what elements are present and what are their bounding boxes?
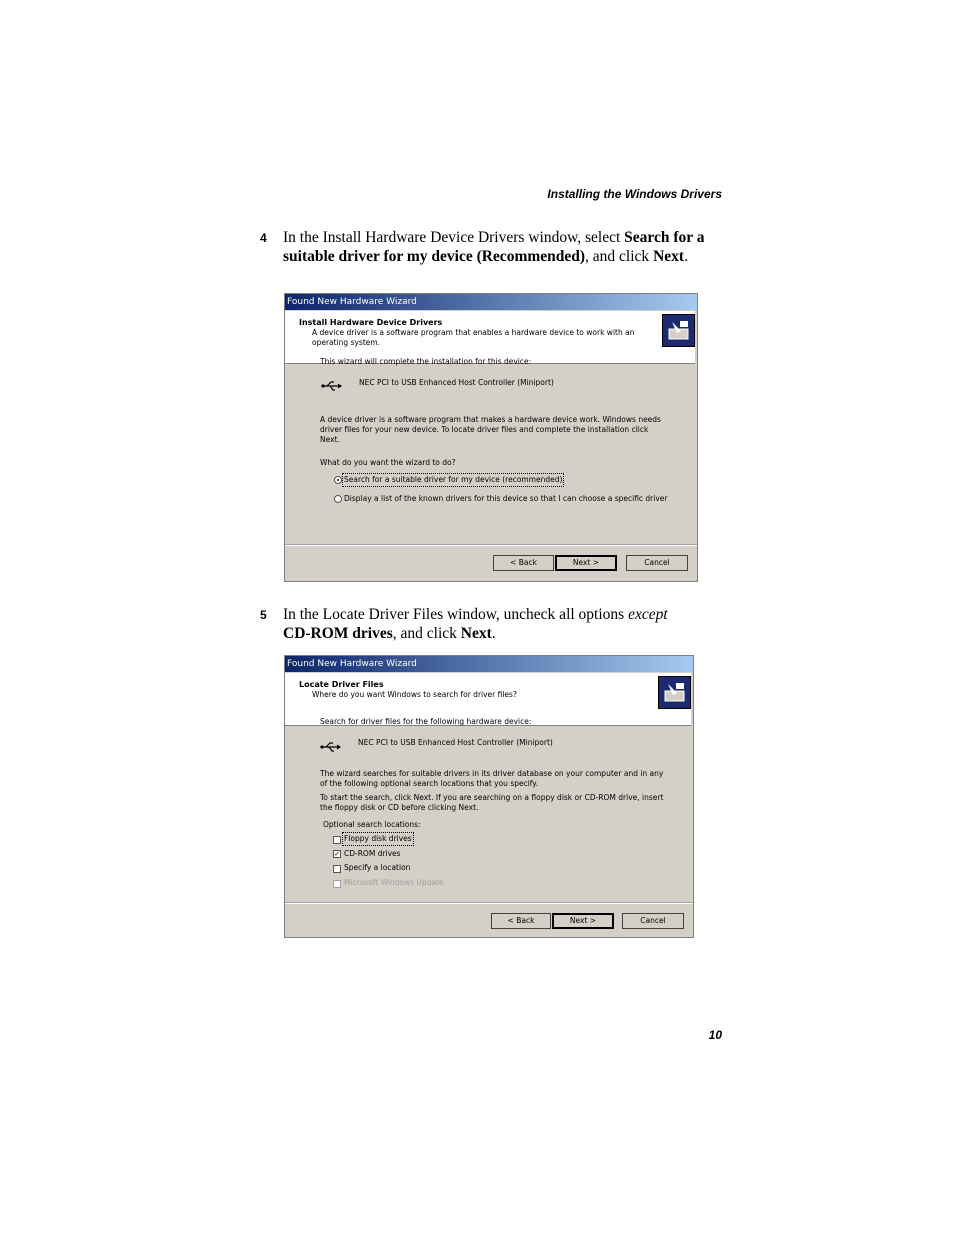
step-bold-next: Next bbox=[460, 624, 492, 642]
step-text-part: , and click bbox=[392, 624, 461, 642]
display-list-radio[interactable] bbox=[334, 495, 342, 503]
page-number: 10 bbox=[708, 1028, 722, 1042]
back-button[interactable]: < Back bbox=[491, 913, 551, 929]
next-button[interactable]: Next > bbox=[552, 913, 614, 929]
step-text-part: . bbox=[491, 624, 496, 642]
usb-icon bbox=[320, 741, 342, 753]
step-text-part: , and click bbox=[585, 247, 654, 265]
step-text-part: In the Install Hardware Device Drivers window, select bbox=[283, 229, 625, 246]
intro-text: Search for driver files for the following hardware device: bbox=[320, 717, 532, 726]
specify-location-label[interactable]: Specify a location bbox=[344, 863, 411, 872]
cancel-button[interactable]: Cancel bbox=[626, 555, 688, 571]
step-bold-next: Next bbox=[653, 247, 685, 265]
step-italic-except: except bbox=[628, 606, 668, 623]
floppy-checkbox[interactable] bbox=[333, 836, 341, 844]
device-name: NEC PCI to USB Enhanced Host Controller (Miniport) bbox=[358, 738, 553, 747]
explanation-text-1: The wizard searches for suitable drivers in its driver database on your computer and in any of the following optional search locations that you specify. bbox=[320, 769, 664, 788]
dialog-header-subtitle: Where do you want Windows to search for driver files? bbox=[312, 690, 517, 699]
step-text-part: In the Locate Driver Files window, uncheck all options bbox=[283, 606, 629, 623]
step-bold-option: Search for a suitable driver for my device (Recommended) bbox=[283, 229, 705, 265]
dialog-header-title: Locate Driver Files bbox=[299, 680, 384, 689]
dialog-header-title: Install Hardware Device Drivers bbox=[299, 318, 443, 327]
specify-location-checkbox[interactable] bbox=[333, 865, 341, 873]
cdrom-checkbox[interactable]: ✓ bbox=[334, 850, 340, 858]
search-option-label[interactable]: Search for a suitable driver for my device (recommended) bbox=[344, 475, 563, 484]
dialog-title-bar: Found New Hardware Wizard bbox=[285, 656, 693, 672]
button-separator bbox=[285, 902, 693, 904]
step-text-part: . bbox=[684, 247, 688, 265]
step-5 bbox=[260, 606, 720, 643]
intro-text: This wizard will complete the installation for this device: bbox=[320, 357, 532, 366]
hardware-wizard-icon bbox=[658, 676, 691, 709]
display-option-label[interactable]: Display a list of the known drivers for this device so that I can choose a specific driver bbox=[344, 494, 668, 503]
dialog-header-subtitle: A device driver is a software program that enables a hardware device to work with an operating system. bbox=[312, 328, 635, 347]
step-text bbox=[283, 229, 720, 266]
step-number: 4 bbox=[260, 231, 267, 245]
explanation-text: A device driver is a software program that makes a hardware device work. Windows needs driver files for your new device. To locate driver files and complete the installation click Next. bbox=[320, 415, 661, 444]
floppy-label[interactable]: Floppy disk drives bbox=[344, 834, 412, 843]
step-bold-cdrom: CD-ROM drives bbox=[283, 624, 393, 642]
windows-update-checkbox bbox=[333, 880, 341, 888]
step-number: 5 bbox=[260, 608, 267, 622]
cdrom-label[interactable]: CD-ROM drives bbox=[344, 849, 401, 858]
locations-label: Optional search locations: bbox=[323, 820, 421, 829]
dialog-title-bar: Found New Hardware Wizard bbox=[285, 294, 697, 310]
next-button[interactable]: Next > bbox=[555, 555, 617, 571]
cancel-button[interactable]: Cancel bbox=[622, 913, 684, 929]
running-header: Installing the Windows Drivers bbox=[547, 187, 722, 201]
hardware-wizard-icon bbox=[662, 314, 695, 347]
button-separator bbox=[285, 544, 697, 546]
search-radio[interactable] bbox=[334, 476, 342, 484]
windows-update-label: Microsoft Windows Update bbox=[344, 878, 444, 887]
device-name: NEC PCI to USB Enhanced Host Controller (Miniport) bbox=[359, 378, 554, 387]
step-4 bbox=[260, 229, 720, 266]
locate-driver-files-dialog bbox=[284, 655, 694, 938]
install-drivers-dialog bbox=[284, 293, 698, 582]
usb-icon bbox=[321, 380, 343, 392]
question-text: What do you want the wizard to do? bbox=[320, 458, 456, 467]
explanation-text-2: To start the search, click Next. If you are searching on a floppy disk or CD-ROM drive, insert the floppy disk or CD before clicking Next. bbox=[320, 793, 664, 812]
back-button[interactable]: < Back bbox=[493, 555, 554, 571]
step-text bbox=[283, 606, 720, 643]
